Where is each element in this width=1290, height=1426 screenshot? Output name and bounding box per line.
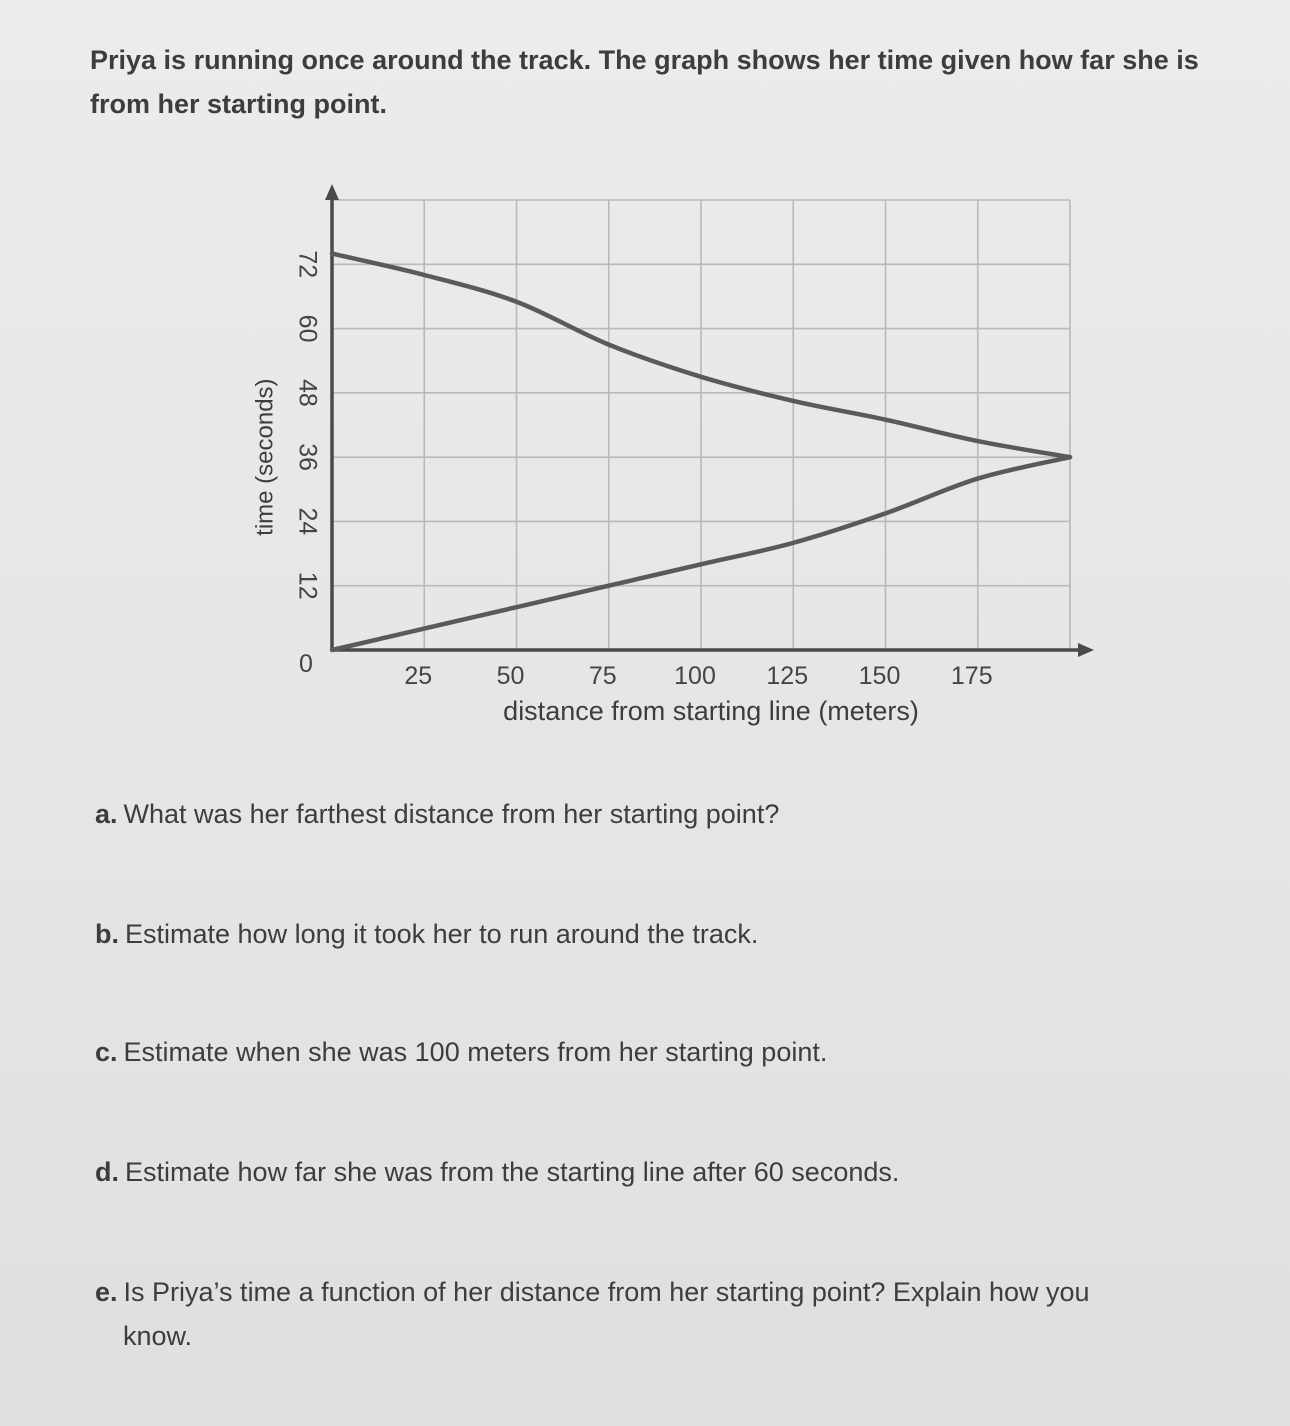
question-e [95, 1270, 1215, 1358]
y-tick-label: 72 [293, 250, 322, 279]
question-b [95, 912, 1215, 956]
question-e-text: Is Priya’s time a function of her distance from her starting point? Explain how you [123, 1277, 1090, 1307]
y-tick-label: 24 [293, 507, 322, 536]
x-tick-label: 50 [496, 662, 525, 690]
question-d-label: d. [95, 1157, 119, 1187]
y-axis-title: time (seconds) [251, 378, 279, 536]
x-tick-label: 25 [404, 662, 433, 690]
question-d-text: Estimate how far she was from the starting line after 60 seconds. [125, 1157, 900, 1187]
y-tick-label: 48 [293, 378, 322, 407]
origin-label: 0 [299, 650, 313, 678]
question-c [95, 1030, 1215, 1074]
intro-text: Priya is running once around the track. The graph shows her time given how far she is from her starting point. [90, 45, 1199, 119]
x-tick-label: 75 [588, 662, 617, 690]
question-a [95, 792, 1215, 836]
time-distance-chart [240, 180, 1100, 740]
question-d [95, 1150, 1215, 1194]
x-axis-title: distance from starting line (meters) [503, 696, 919, 726]
x-tick-label: 150 [858, 662, 901, 690]
y-tick-label: 60 [293, 314, 322, 343]
x-tick-label: 175 [950, 662, 993, 690]
x-tick-label: 100 [674, 662, 716, 690]
question-e-text-continued: know. [123, 1321, 193, 1351]
y-tick-label: 12 [293, 571, 322, 600]
question-a-text: What was her farthest distance from her starting point? [123, 799, 780, 829]
question-c-label: c. [95, 1037, 118, 1067]
y-axis-arrow [325, 184, 339, 200]
question-b-text: Estimate how long it took her to run around the track. [125, 919, 759, 949]
question-b-label: b. [95, 919, 119, 949]
question-a-label: a. [95, 799, 118, 829]
question-e-label: e. [95, 1277, 118, 1307]
y-tick-label: 36 [293, 443, 322, 472]
question-c-text: Estimate when she was 100 meters from her starting point. [123, 1037, 828, 1067]
x-axis-arrow [1078, 643, 1094, 657]
x-tick-label: 125 [766, 662, 809, 690]
chart-svg [240, 180, 1100, 740]
